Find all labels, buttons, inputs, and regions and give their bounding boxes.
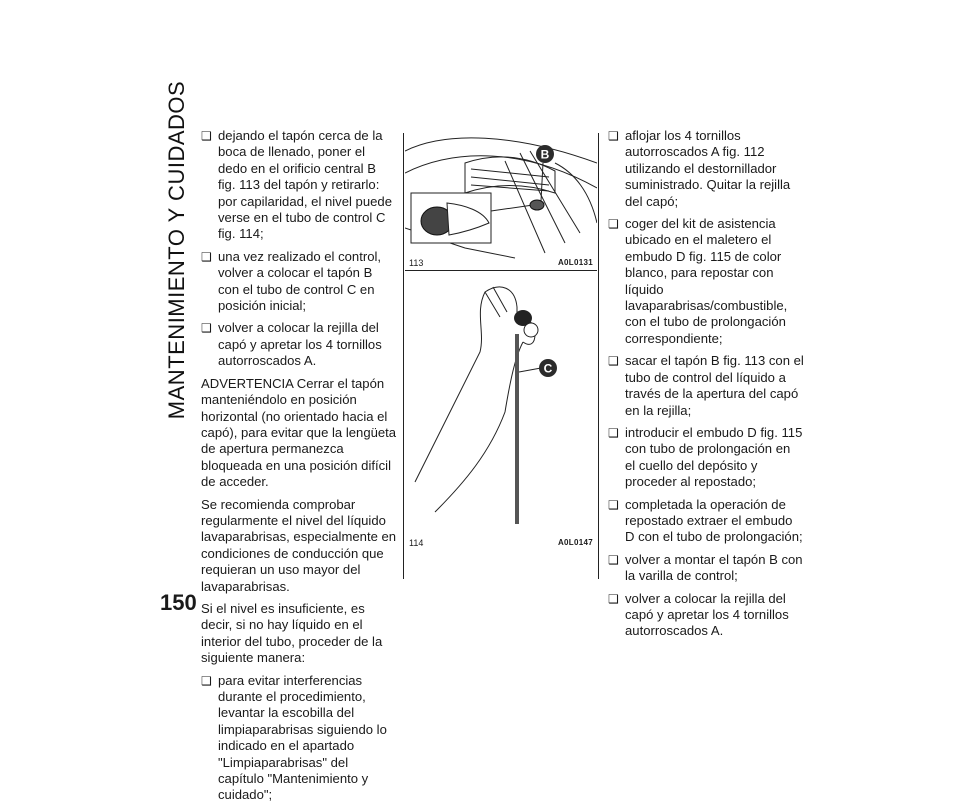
list-item: ❑ introducir el embudo D fig. 115 con tubo de prolongación en el cuello del depósito y proceder al repostado; (608, 425, 804, 491)
list-item: ❑ volver a colocar la rejilla del capó y apretar los 4 tornillos autorroscados A. (608, 591, 804, 640)
hood-grille-illustration (405, 133, 597, 268)
list-item: ❑ aflojar los 4 tornillos autorroscados A fig. 112 utilizando el destornillador suministrado. Quitar la rejilla del capó; (608, 128, 804, 210)
figure-number: 114 (409, 538, 424, 548)
text-column-left (201, 128, 397, 810)
figure-code: A0L0147 (557, 538, 593, 547)
list-item: ❑ volver a montar el tapón B con la varilla de control; (608, 552, 804, 585)
warning-paragraph: ADVERTENCIA Cerrar el tapón manteniéndolo en posición horizontal (no orientado hacia el capó), para evitar que la lengüeta de apertura permanezca bloqueada en una posición difícil de acceder. (201, 375, 397, 490)
list-item: ❑ una vez realizado el control, volver a colocar el tapón B con el tubo de control C en posición inicial; (201, 249, 397, 315)
column-divider (598, 133, 599, 579)
list-item: ❑ volver a colocar la rejilla del capó y apretar los 4 tornillos autorroscados A. (201, 320, 397, 369)
list-item: ❑ sacar el tapón B fig. 113 con el tubo de control del líquido a través de la apertura del capó en la rejilla; (608, 353, 804, 419)
figure-code: A0L0131 (557, 258, 593, 267)
page-number: 150 (160, 590, 197, 615)
text-column-right (608, 128, 804, 646)
body-paragraph: Se recomienda comprobar regularmente el nivel del líquido lavaparabrisas, especialmente en condiciones de conducción que requieran un uso mayor del lavaparabrisas. (201, 496, 397, 594)
figure-number: 113 (409, 258, 424, 268)
callout-c: C (543, 361, 553, 376)
list-item: ❑ coger del kit de asistencia ubicado en el maletero el embudo D fig. 115 de color blanco, para repostar con líquido lavaparabrisas/combustible, con el tubo de prolongación correspondiente; (608, 216, 804, 347)
list-item: ❑ dejando el tapón cerca de la boca de llenado, poner el dedo en el orificio central B fig. 113 del tapón y retirarlo: por capilaridad, el nivel puede verse en el tubo de control C fig. 114; (201, 128, 397, 243)
section-title-text: MANTENIMIENTO Y CUIDADOS (164, 80, 189, 420)
dipstick-illustration (405, 272, 597, 550)
figure-114 (405, 272, 597, 550)
section-title (160, 80, 194, 420)
figure-113 (405, 133, 597, 268)
column-divider (403, 133, 404, 579)
list-item: ❑ para evitar interferencias durante el procedimiento, levantar la escobilla del limpiaparabrisas siguiendo lo indicado en el apartado "Limpiaparabrisas" del capítulo "Mantenimiento y cuidado"; (201, 673, 397, 804)
callout-b: B (540, 147, 550, 162)
list-item: ❑ completada la operación de repostado extraer el embudo D con el tubo de prolongación; (608, 497, 804, 546)
figure-separator (405, 270, 597, 271)
body-paragraph: Si el nivel es insuficiente, es decir, si no hay líquido en el interior del tubo, proceder de la siguiente manera: (201, 600, 383, 666)
